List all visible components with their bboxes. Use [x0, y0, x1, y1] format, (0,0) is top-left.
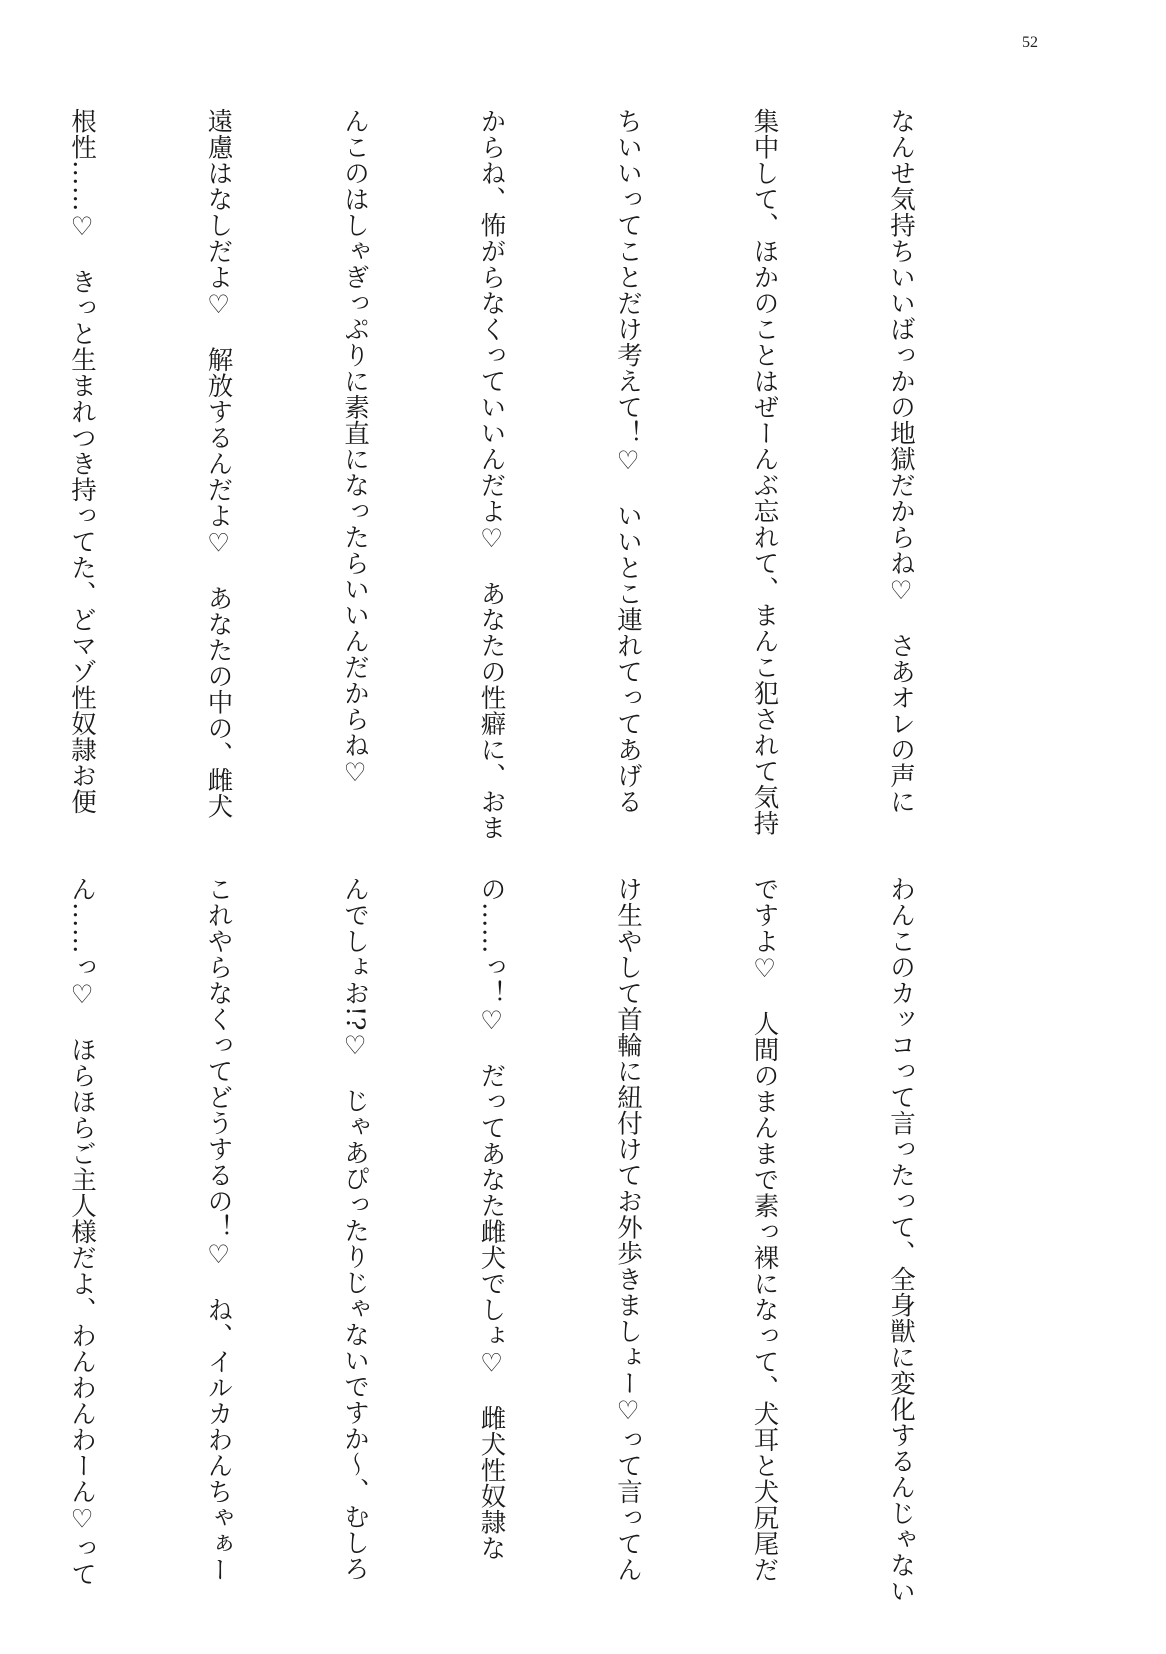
text-line: からね、怖がらなくっていいんだよ♡ あなたの性癖に、おま: [476, 108, 507, 841]
text-line: ん……っ♡ ほらほらご主人様だよ、わんわんわーん♡って: [67, 876, 97, 1587]
text-line: け生やして首輪に紐付けてお外歩きましょー♡って言ってん: [613, 876, 643, 1583]
text-line: ちいいってことだけ考えて！♡ いいとこ連れてってあげる: [613, 108, 643, 815]
text-line: の……っ！♡ だってあなた雌犬でしょ♡ 雌犬性奴隷な: [476, 876, 507, 1561]
text-line: んでしょお!?♡ じゃあぴったりじゃないですか～、むしろ: [340, 876, 370, 1582]
text-line: これやらなくってどうするの！♡ ね、イルカわんちゃぁー: [203, 876, 234, 1583]
page-number: 52: [1022, 34, 1038, 51]
text-line: 根性……♡ きっと生まれつき持ってた、どマゾ性奴隷お便: [67, 108, 97, 815]
text-line: なんせ気持ちいいばっかの地獄だからね♡ さあオレの声に: [886, 108, 916, 815]
text-block-top: [67, 108, 1014, 841]
text-line: わんこのカッコって言ったって、全身獣に変化するんじゃない: [886, 876, 916, 1604]
text-block-bottom: [67, 876, 1014, 1604]
text-line: 遠慮はなしだよ♡ 解放するんだよ♡ あなたの中の、雌犬: [203, 108, 234, 819]
text-line: ですよ♡ 人間のまんまで素っ裸になって、犬耳と犬尻尾だ: [749, 876, 780, 1583]
text-line: 集中して、ほかのことはぜーんぶ忘れて、まんこ犯されて気持: [749, 108, 780, 836]
text-line: んこのはしゃぎっぷりに素直になったらいいんだからね♡: [340, 108, 370, 789]
